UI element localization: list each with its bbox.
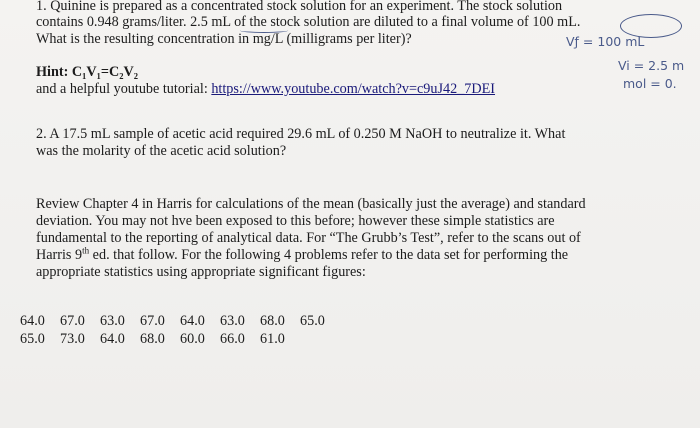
data-cell: 67.0 bbox=[60, 313, 85, 329]
data-set-table bbox=[20, 313, 340, 349]
handwritten-underline bbox=[240, 28, 288, 33]
q2-line-2: was the molarity of the acetic acid solution? bbox=[36, 143, 287, 159]
data-cell: 64.0 bbox=[20, 313, 45, 329]
data-cell: 65.0 bbox=[300, 313, 325, 329]
data-cell: 63.0 bbox=[100, 313, 125, 329]
hint-formula: Hint: C₁V₁=C₂V₂ bbox=[36, 64, 138, 80]
review-line-4-b: ed. that follow. For the following 4 problems refer to the data set for performing the bbox=[89, 247, 569, 263]
handwritten-vf: Vƒ = 100 mL bbox=[566, 34, 645, 49]
q1-line-1: 1. Quinine is prepared as a concentrated stock solution for an experiment. The stock solution bbox=[36, 0, 563, 14]
review-line-2: deviation. You may not hve been exposed to this before; however these simple statistics are bbox=[36, 213, 555, 229]
q1-line-3: What is the resulting concentration in mg/L (milligrams per liter)? bbox=[36, 31, 412, 47]
data-row bbox=[20, 313, 340, 331]
data-cell: 63.0 bbox=[220, 313, 245, 329]
data-cell: 60.0 bbox=[180, 331, 205, 347]
youtube-tutorial-link[interactable]: https://www.youtube.com/watch?v=c9uJ42_7DEI bbox=[211, 81, 496, 97]
handwritten-mol: mol = 0. bbox=[623, 76, 677, 91]
handwritten-vi: Vi = 2.5 m bbox=[618, 58, 685, 73]
data-cell: 66.0 bbox=[220, 331, 245, 347]
q2-line-1: 2. A 17.5 mL sample of acetic acid required 29.6 mL of 0.250 M NaOH to neutralize it. What bbox=[36, 126, 566, 142]
data-cell: 65.0 bbox=[20, 331, 45, 347]
q1-line-2: contains 0.948 grams/liter. 2.5 mL of the stock solution are diluted to a final volume of 100 mL. bbox=[36, 14, 581, 30]
data-row bbox=[20, 331, 340, 349]
data-cell: 68.0 bbox=[140, 331, 165, 347]
review-line-5: appropriate statistics using appropriate significant figures: bbox=[36, 264, 366, 280]
tutorial-text: and a helpful youtube tutorial: bbox=[36, 81, 212, 97]
tutorial-line bbox=[36, 81, 495, 98]
review-line-4-a: Harris 9 bbox=[36, 247, 83, 263]
data-cell: 73.0 bbox=[60, 331, 85, 347]
review-line-4-sup: th bbox=[82, 245, 90, 256]
review-line-3: fundamental to the reporting of analytical data. For “The Grubb’s Test”, refer to the scans out of bbox=[36, 230, 581, 246]
data-cell: 67.0 bbox=[140, 313, 165, 329]
review-line-4 bbox=[36, 247, 568, 264]
data-cell: 64.0 bbox=[180, 313, 205, 329]
data-cell: 64.0 bbox=[100, 331, 125, 347]
review-line-1: Review Chapter 4 in Harris for calculations of the mean (basically just the average) and standard bbox=[36, 196, 586, 212]
data-cell: 61.0 bbox=[260, 331, 285, 347]
data-cell: 68.0 bbox=[260, 313, 285, 329]
